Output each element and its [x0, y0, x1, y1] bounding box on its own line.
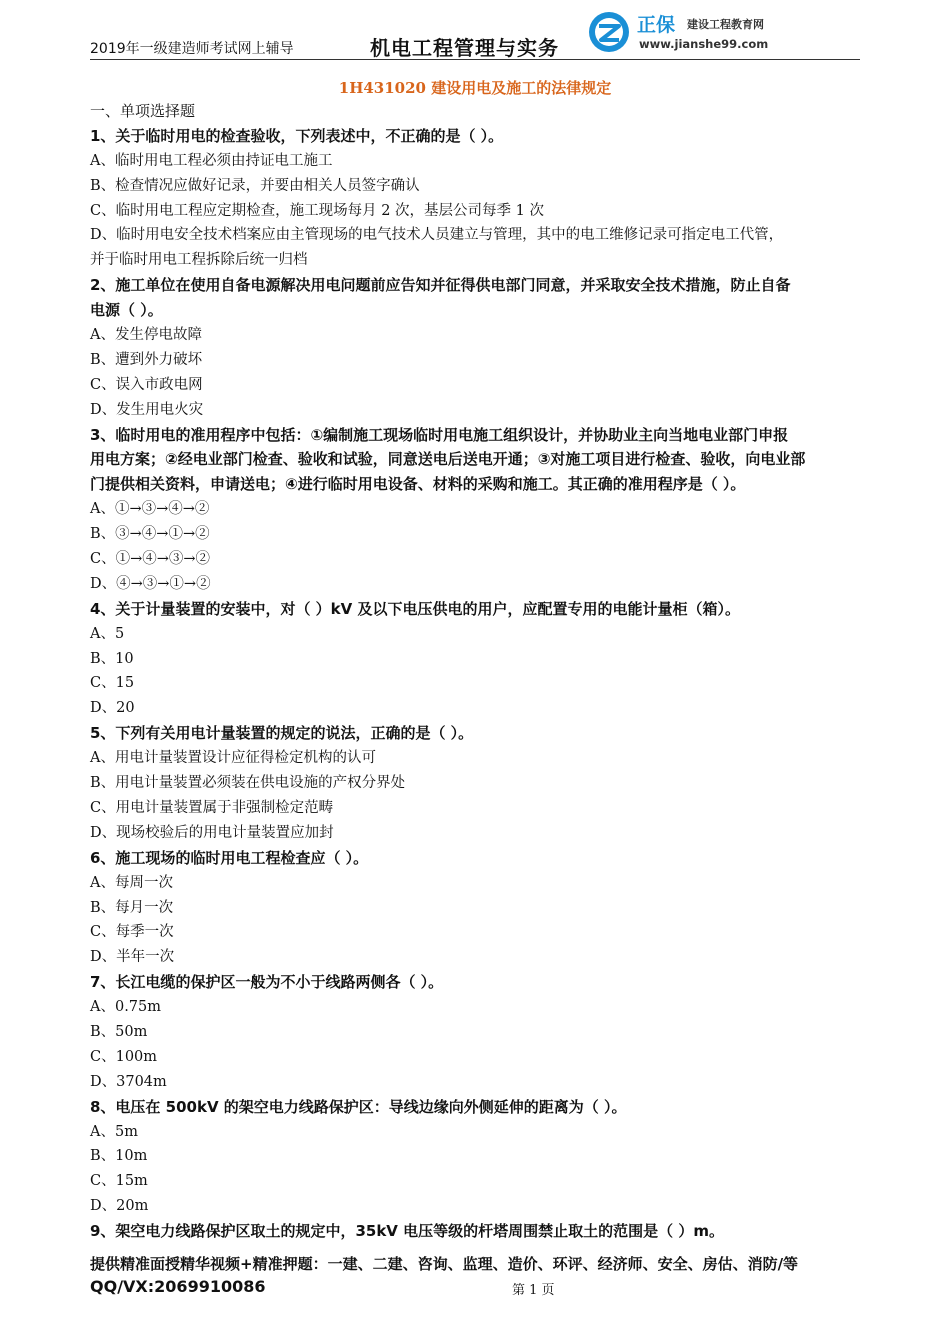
- question-lines: [90, 124, 865, 1244]
- answer-option: A、①→③→④→②: [90, 501, 210, 518]
- answer-option: D、20: [90, 700, 135, 717]
- question-text: 7、长江电缆的保护区一般为不小于线路两侧各（ ）。: [90, 973, 444, 992]
- answer-option: B、每月一次: [90, 899, 174, 916]
- answer-option: A、每周一次: [90, 874, 173, 891]
- answer-option: B、检查情况应做好记录，并要由相关人员签字确认: [90, 177, 420, 194]
- footer-promo: 提供精准面授精华视频+精准押题：一建、二建、咨询、监理、造价、环评、经济师、安全、房估、消防/等: [90, 1255, 799, 1273]
- answer-option: B、10: [90, 650, 134, 667]
- answer-option: 并于临时用电工程拆除后统一归档: [90, 252, 308, 269]
- answer-option: C、每季一次: [90, 924, 174, 941]
- answer-option: D、现场校验后的用电计量装置应加封: [90, 824, 334, 841]
- answer-option: A、用电计量装置设计应征得检定机构的认可: [90, 750, 376, 767]
- question-text: 5、下列有关用电计量装置的规定的说法，正确的是（ ）。: [90, 724, 474, 743]
- question-text: 电源（ ）。: [90, 301, 163, 320]
- question-text: 4、关于计量装置的安装中，对（ ）kV 及以下电压供电的用户，应配置专用的电能计量柜（箱）。: [90, 599, 740, 618]
- brand-subtitle: 建设工程教育网: [687, 18, 764, 31]
- answer-option: C、误入市政电网: [90, 376, 203, 393]
- header-subject-title: 机电工程管理与实务: [370, 36, 559, 60]
- question-text: 门提供相关资料，申请送电；④进行临时用电设备、材料的采购和施工。其正确的准用程序是（ ）。: [90, 475, 746, 494]
- answer-option: A、临时用电工程必须由持证电工施工: [90, 152, 333, 169]
- answer-option: A、发生停电故障: [90, 327, 202, 344]
- brand-url: www.jianshe99.com: [639, 37, 769, 51]
- answer-option: B、50m: [90, 1023, 148, 1040]
- answer-option: C、临时用电工程应定期检查，施工现场每月 2 次，基层公司每季 1 次: [90, 202, 544, 219]
- answer-option: B、遭到外力破坏: [90, 351, 203, 368]
- section-heading: 一、单项选择题: [90, 102, 196, 120]
- question-content: [90, 99, 865, 1244]
- answer-option: B、③→④→①→②: [90, 526, 210, 543]
- header-course-label: 2019年一级建造师考试网上辅导: [90, 41, 294, 57]
- answer-option: C、①→④→③→②: [90, 551, 211, 568]
- answer-option: A、0.75m: [90, 999, 162, 1016]
- footer-contact: QQ/VX:2069910086: [90, 1277, 266, 1296]
- answer-option: B、用电计量装置必须装在供电设施的产权分界处: [90, 775, 406, 792]
- question-text: 用电方案；②经电业部门检查、验收和试验，同意送电后送电开通；③对施工项目进行检查、验收，向电业部: [90, 450, 806, 469]
- question-text: 1、关于临时用电的检查验收，下列表述中，不正确的是（ ）。: [90, 126, 504, 145]
- answer-option: D、临时用电安全技术档案应由主管现场的电气技术人员建立与管理，其中的电工维修记录可指定电工代管，: [90, 227, 784, 244]
- answer-option: D、半年一次: [90, 949, 175, 966]
- answer-option: D、20m: [90, 1198, 149, 1215]
- answer-option: A、5m: [90, 1123, 138, 1140]
- question-text: 6、施工现场的临时用电工程检查应（ ）。: [90, 848, 369, 867]
- answer-option: D、④→③→①→②: [90, 575, 211, 592]
- answer-option: B、10m: [90, 1148, 148, 1165]
- question-text: 2、施工单位在使用自备电源解决用电问题前应告知并征得供电部门同意，并采取安全技术措施，防止自备: [90, 276, 791, 295]
- answer-option: C、用电计量装置属于非强制检定范畴: [90, 799, 334, 816]
- answer-option: D、3704m: [90, 1073, 167, 1090]
- header-divider: [90, 59, 860, 60]
- brand-logo-icon: [587, 10, 631, 54]
- answer-option: D、发生用电火灾: [90, 401, 204, 418]
- answer-option: C、15: [90, 675, 135, 692]
- page-number: 第 1 页: [512, 1283, 555, 1298]
- brand-name: 正保: [637, 14, 676, 36]
- question-text: 3、临时用电的准用程序中包括：①编制施工现场临时用电施工组织设计，并协助业主向当地电业部门申报: [90, 425, 789, 444]
- answer-option: C、100m: [90, 1048, 158, 1065]
- brand-logo: [587, 6, 787, 56]
- answer-option: C、15m: [90, 1173, 148, 1190]
- question-text: 9、架空电力线路保护区取土的规定中，35kV 电压等级的杆塔周围禁止取土的范围是（ ）m。: [90, 1222, 724, 1241]
- question-text: 8、电压在 500kV 的架空电力线路保护区：导线边缘向外侧延伸的距离为（ ）。: [90, 1097, 627, 1116]
- document-title: 1H431020 建设用电及施工的法律规定: [338, 79, 612, 97]
- page-header: [90, 0, 860, 62]
- answer-option: A、5: [90, 625, 125, 642]
